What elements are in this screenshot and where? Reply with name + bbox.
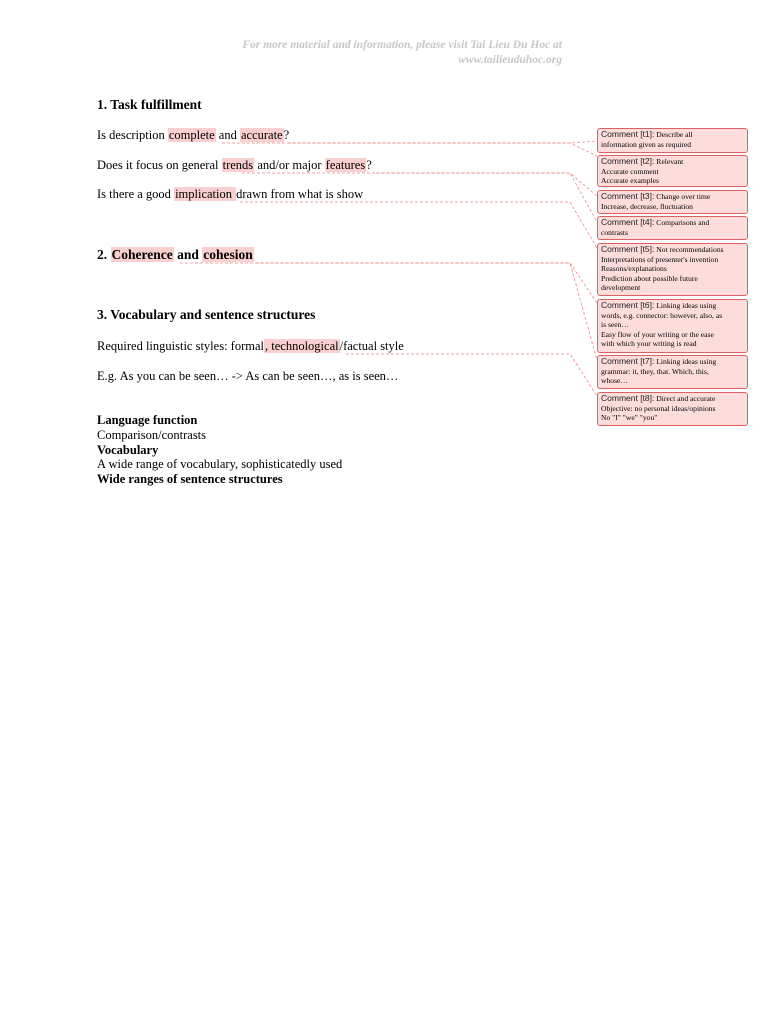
- comment-line: information given as required: [601, 139, 692, 149]
- highlight-trends[interactable]: trends: [222, 158, 254, 172]
- highlight-technological[interactable]: , technological: [265, 339, 339, 353]
- comment-line: Accurate examples: [601, 176, 659, 185]
- q1-text-b: and: [215, 128, 240, 142]
- highlight-implication[interactable]: implication: [175, 187, 236, 201]
- example-line: E.g. As you can be seen… -> As can be seen…, as is seen…: [97, 369, 399, 383]
- connector-t5: [240, 202, 597, 248]
- header-line-1: For more material and information, please visit Tai Lieu Du Hoc at: [242, 39, 562, 51]
- comment-tag: Comment [t4]:: [601, 217, 655, 227]
- q2-text-a: Does it focus on general: [97, 158, 222, 172]
- highlight-complete[interactable]: complete: [168, 128, 215, 142]
- section1-heading: 1. Task fulfillment: [97, 97, 202, 112]
- comment-line: words, e.g. connector: however, also, as: [601, 310, 723, 320]
- section2-heading: [97, 247, 254, 262]
- q2-text-c: ?: [366, 158, 372, 172]
- comment-tag: Comment [t8]:: [601, 393, 655, 403]
- comment-line: development: [601, 283, 641, 292]
- q2-text-b: and/or major: [254, 158, 325, 172]
- section2-prefix: 2.: [97, 247, 111, 262]
- connector-t2: [288, 143, 597, 156]
- page-header: [242, 38, 562, 68]
- vocabulary-label: Vocabulary: [97, 443, 159, 457]
- linguistic-styles: [97, 339, 404, 354]
- comment-t6[interactable]: [597, 299, 748, 353]
- q3-text-a: Is there a good: [97, 187, 175, 201]
- header-link[interactable]: www.tailieuduhoc.org: [458, 54, 562, 66]
- connector-t6: [180, 263, 597, 303]
- highlight-cohesion[interactable]: cohesion: [203, 247, 253, 262]
- comment-t8[interactable]: [597, 392, 748, 426]
- comment-t7[interactable]: [597, 355, 748, 389]
- comment-tag: Comment [t3]:: [601, 191, 655, 201]
- comment-line: Objective: no personal ideas/opinions: [601, 403, 716, 413]
- comment-line: Easy flow of your writing or the ease: [601, 329, 714, 339]
- comment-line: Comparisons and: [656, 218, 710, 227]
- comment-line: Not recommendations: [656, 245, 724, 254]
- comment-tag: Comment [t1]:: [601, 129, 655, 139]
- comment-t5[interactable]: [597, 243, 748, 296]
- styles-text-b: /factual style: [339, 339, 404, 353]
- comment-line: No "I" "we" "you": [601, 413, 658, 422]
- comment-tag: Comment [t5]:: [601, 244, 655, 254]
- comment-line: whose…: [601, 376, 628, 385]
- comment-line: Reasons/explanations: [601, 264, 667, 273]
- comment-tag: Comment [t2]:: [601, 156, 655, 166]
- language-function-value: Comparison/contrasts: [97, 428, 207, 442]
- comment-line: with which your writing is read: [601, 339, 697, 348]
- comment-line: grammar: it, they, that. Which, this,: [601, 366, 709, 376]
- comment-t1[interactable]: [597, 128, 748, 153]
- comment-t4[interactable]: [597, 216, 748, 240]
- question-completeness: [97, 128, 289, 143]
- section3-heading: 3. Vocabulary and sentence structures: [97, 307, 316, 322]
- comment-line: Accurate comment: [601, 166, 659, 176]
- highlight-accurate[interactable]: accurate: [240, 128, 283, 142]
- connector-t4: [376, 173, 597, 222]
- comment-line: is seen…: [601, 320, 630, 329]
- comment-line: Relevant: [656, 157, 684, 166]
- comment-line: Linking ideas using: [656, 357, 717, 366]
- highlight-coherence[interactable]: Coherence: [111, 247, 173, 262]
- comment-line: Increase, decrease, fluctuation: [601, 201, 693, 211]
- comment-line: Interpretations of presenter's invention: [601, 254, 719, 264]
- comment-t2[interactable]: [597, 155, 748, 187]
- comment-tag: Comment [t7]:: [601, 356, 655, 366]
- q1-text-c: ?: [283, 128, 290, 142]
- comment-line: Describe all: [656, 130, 693, 139]
- question-implication: [97, 187, 363, 202]
- comment-line: Linking ideas using: [656, 301, 717, 310]
- comment-line: contrasts: [601, 227, 628, 237]
- sentence-structures-label: Wide ranges of sentence structures: [97, 472, 283, 486]
- comment-line: Change over time: [656, 192, 711, 201]
- comment-tag: Comment [t6]:: [601, 300, 655, 310]
- vocabulary-value: A wide range of vocabulary, sophisticatedly used: [97, 457, 343, 471]
- highlight-features[interactable]: features: [325, 158, 366, 172]
- section2-mid: and: [173, 247, 203, 262]
- comment-t3[interactable]: [597, 190, 748, 214]
- styles-text-a: Required linguistic styles: formal: [97, 339, 264, 353]
- language-function-label: Language function: [97, 413, 198, 427]
- q1-text-a: Is description: [97, 128, 168, 142]
- comment-line: Direct and accurate: [656, 394, 716, 403]
- q3-text-b: drawn from what is show: [236, 187, 364, 201]
- comment-line: Prediction about possible future: [601, 273, 698, 283]
- question-focus: [97, 158, 372, 173]
